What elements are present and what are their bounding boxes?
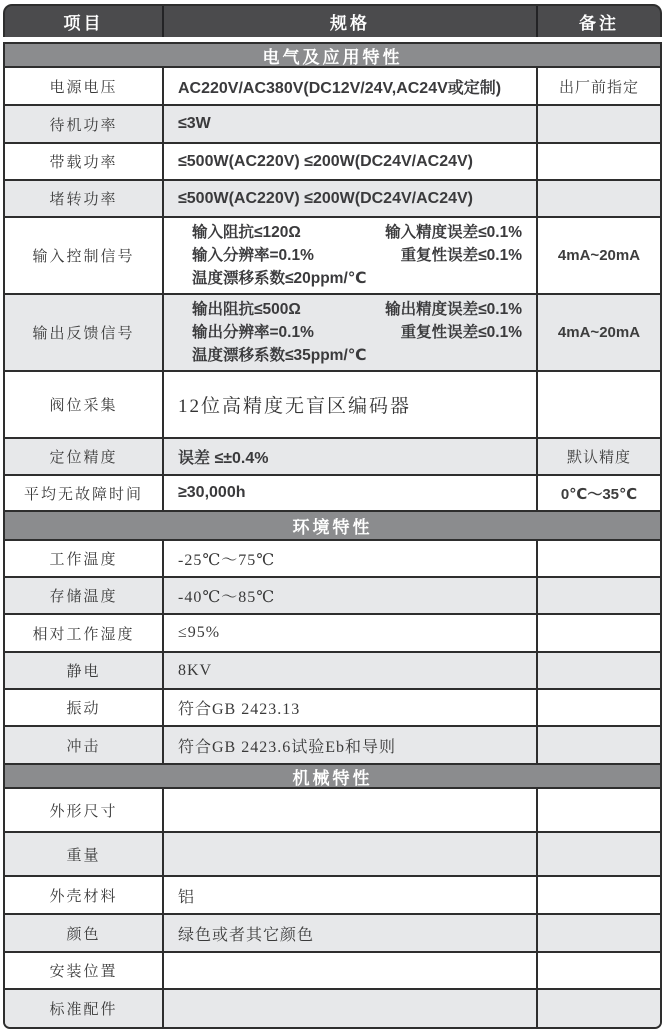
table-row — [5, 833, 660, 877]
spec-cell — [162, 953, 536, 988]
spec-line: 输出阻抗≤500Ω 输出精度误差≤0.1% — [192, 301, 522, 318]
spec-cell — [162, 295, 536, 370]
note-cell — [536, 727, 660, 763]
table-row — [5, 106, 660, 144]
spec-cell: ≤500W(AC220V) ≤200W(DC24V/AC24V) — [162, 144, 536, 179]
item-cell: 阀位采集 — [49, 398, 118, 414]
spec-line: 输出分辨率=0.1% 重复性误差≤0.1% — [192, 324, 522, 341]
item-cell: 输出反馈信号 — [32, 326, 135, 342]
spec-cell: ≤95% — [162, 615, 536, 651]
spec-cell — [162, 789, 536, 831]
column-header-spec: 规格 — [162, 6, 536, 37]
spec-cell: 符合GB 2423.13 — [162, 690, 536, 725]
spec-cell: ≤3W — [162, 106, 536, 142]
note-cell — [536, 877, 660, 913]
table-row — [5, 181, 660, 218]
note-cell — [536, 181, 660, 216]
item-cell: 带载功率 — [49, 155, 118, 171]
note-cell — [536, 578, 660, 613]
column-header-note: 备注 — [536, 6, 660, 37]
spec-line: 温度漂移系数≤35ppm/℃ — [192, 347, 367, 364]
spec-cell: -25℃～75℃ — [162, 541, 536, 576]
note-cell — [536, 789, 660, 831]
note-cell — [536, 106, 660, 142]
note-cell: 默认精度 — [536, 439, 660, 474]
item-cell: 冲击 — [66, 738, 101, 755]
note-cell: 出厂前指定 — [536, 68, 660, 104]
spec-cell — [162, 218, 536, 293]
spec-line: 输入分辨率=0.1% 重复性误差≤0.1% — [192, 247, 522, 264]
spec-cell: 铝 — [162, 877, 536, 913]
table-row — [5, 653, 660, 690]
table-header-row — [3, 4, 662, 37]
spec-cell: 误差 ≤±0.4% — [162, 439, 536, 474]
note-cell — [536, 833, 660, 875]
section-header-environment: 环境特性 — [5, 512, 660, 541]
section-mechanical — [5, 789, 660, 1027]
table-row — [5, 218, 660, 295]
table-row — [5, 295, 660, 372]
item-cell: 振动 — [66, 701, 101, 717]
table-row — [5, 372, 660, 439]
table-row — [5, 690, 660, 727]
note-cell — [536, 653, 660, 688]
spec-multiline — [178, 295, 528, 370]
item-cell: 重量 — [66, 847, 101, 864]
spec-multiline — [178, 218, 528, 293]
section-header-electrical: 电气及应用特性 — [5, 44, 660, 68]
table-row — [5, 144, 660, 181]
item-cell: 颜色 — [66, 926, 101, 943]
table-row — [5, 541, 660, 578]
table-row — [5, 578, 660, 615]
item-cell: 定位精度 — [49, 450, 118, 466]
item-cell: 静电 — [66, 664, 101, 680]
table-row — [5, 877, 660, 915]
item-cell: 相对工作湿度 — [32, 626, 135, 643]
note-cell — [536, 953, 660, 988]
table-row — [5, 789, 660, 833]
table-row — [5, 915, 660, 953]
note-cell — [536, 990, 660, 1027]
spec-cell — [162, 833, 536, 875]
item-cell: 标准配件 — [49, 1002, 118, 1018]
note-cell — [536, 541, 660, 576]
note-cell — [536, 915, 660, 951]
table-row — [5, 727, 660, 765]
spec-cell: ≤500W(AC220V) ≤200W(DC24V/AC24V) — [162, 181, 536, 216]
section-environment — [5, 541, 660, 765]
spec-cell — [162, 990, 536, 1027]
note-cell — [536, 144, 660, 179]
table-row — [5, 615, 660, 653]
item-cell: 平均无故障时间 — [23, 486, 143, 503]
item-cell: 工作温度 — [49, 552, 118, 568]
item-cell: 堵转功率 — [49, 192, 118, 208]
item-cell: 外形尺寸 — [49, 803, 118, 820]
section-electrical — [5, 68, 660, 512]
spec-cell: 绿色或者其它颜色 — [162, 915, 536, 951]
item-cell: 存储温度 — [49, 589, 118, 605]
note-cell: 4mA~20mA — [536, 218, 660, 293]
table-row — [5, 439, 660, 476]
item-cell: 电源电压 — [49, 79, 118, 96]
table-row — [5, 990, 660, 1027]
item-cell: 安装位置 — [49, 964, 118, 980]
spec-line: 输入阻抗≤120Ω 输入精度误差≤0.1% — [192, 224, 522, 241]
item-cell: 待机功率 — [49, 117, 118, 134]
column-header-item: 项目 — [63, 14, 104, 33]
note-cell: 0℃～35℃ — [536, 476, 660, 510]
table-row — [5, 68, 660, 106]
table-body — [3, 42, 662, 1029]
item-cell: 输入控制信号 — [32, 249, 135, 265]
section-header-mechanical: 机械特性 — [5, 765, 660, 789]
spec-cell: 符合GB 2423.6试验Eb和导则 — [162, 727, 536, 763]
spec-line: 温度漂移系数≤20ppm/℃ — [192, 270, 367, 287]
note-cell — [536, 372, 660, 437]
note-cell: 4mA~20mA — [536, 295, 660, 370]
spec-cell: AC220V/AC380V(DC12V/24V,AC24V或定制) — [162, 68, 536, 104]
item-cell: 外壳材料 — [49, 888, 118, 905]
spec-cell: ≥30,000h — [162, 476, 536, 510]
table-row — [5, 476, 660, 512]
spec-cell: -40℃～85℃ — [162, 578, 536, 613]
spec-cell: 8KV — [162, 653, 536, 688]
spec-cell: 12位高精度无盲区编码器 — [162, 372, 536, 437]
note-cell — [536, 615, 660, 651]
table-row — [5, 953, 660, 990]
note-cell — [536, 690, 660, 725]
